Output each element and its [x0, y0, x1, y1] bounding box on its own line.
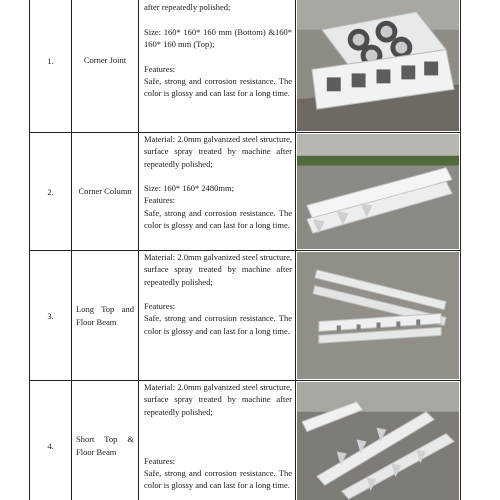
material-text: Material: 2.0mm galvanized steel structure, surface spray treated by machine after repeatedly polished;: [144, 252, 292, 287]
features-label: Features:: [144, 455, 176, 466]
table-row: [30, 251, 461, 381]
features-text: Safe, strong and corrosion resistance. The color is glossy and can last for a long time.: [144, 468, 292, 491]
row-number: 3.: [30, 251, 72, 381]
features-label: Features:: [144, 301, 176, 312]
long-beam-photo: [296, 251, 461, 381]
material-text: after repeatedly polished;: [144, 2, 231, 13]
part-description: [139, 381, 296, 500]
row-number: 2.: [30, 133, 72, 251]
features-label: Features:: [144, 195, 176, 206]
part-description: [139, 133, 296, 251]
size-text: Size: 160* 160* 2480mm;: [144, 183, 234, 194]
material-text: Material: 2.0mm galvanized steel structure, surface spray treated by machine after repeatedly polished;: [144, 134, 292, 169]
table-row: [30, 0, 461, 133]
features-text: Safe, strong and corrosion resistance. The color is glossy and can last for a long time.: [144, 207, 292, 231]
features-text: Safe, strong and corrosion resistance. The color is glossy and can last for a long time.: [144, 313, 292, 336]
part-name: Long Top and Floor Beam: [72, 251, 139, 381]
part-name: Short Top & Floor Beam: [72, 381, 139, 500]
table-row: [30, 133, 461, 251]
row-number: 1.: [30, 0, 72, 133]
size-text: Size: 160* 160* 160 mm (Bottom) &160* 160* 160 mm (Top);: [144, 26, 292, 50]
row-number: 4.: [30, 381, 72, 500]
part-name: Corner Column: [72, 133, 139, 251]
part-description: [139, 0, 296, 133]
part-name: Corner Joint: [72, 0, 139, 133]
part-description: [139, 251, 296, 381]
features-label: Features:: [144, 63, 176, 74]
table-row: [30, 381, 461, 500]
parts-spec-table: [29, 0, 461, 500]
corner-column-photo: [296, 133, 461, 251]
short-beam-photo: [296, 381, 461, 500]
material-text: Material: 2.0mm galvanized steel structure, surface spray treated by machine after repeatedly polished;: [144, 382, 292, 417]
features-text: Safe, strong and corrosion resistance. The color is glossy and can last for a long time.: [144, 76, 292, 99]
corner-joint-photo: [296, 0, 461, 133]
